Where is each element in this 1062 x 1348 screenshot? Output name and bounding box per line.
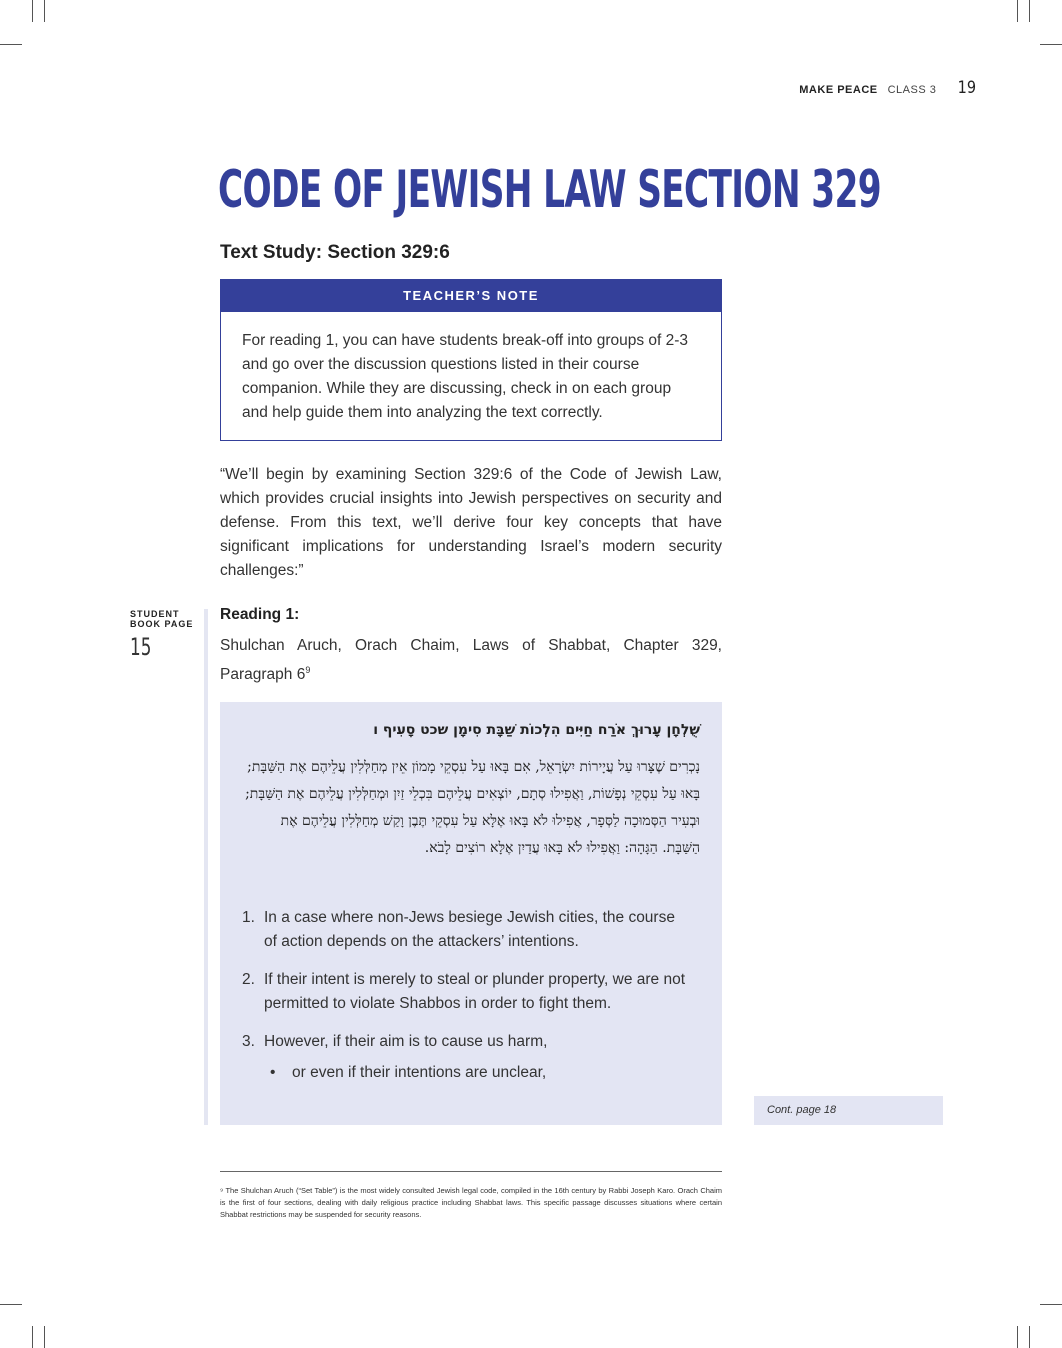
side-rule [204, 609, 208, 1125]
reading-title: Reading 1: [220, 606, 300, 623]
sub-list-item [242, 1061, 692, 1085]
crop-mark [1017, 1326, 1018, 1348]
running-header [799, 78, 978, 98]
crop-mark [0, 44, 22, 45]
teacher-note-heading: TEACHER’S NOTE [221, 280, 721, 312]
intro-paragraph: “We’ll begin by examining Section 329:6 of the Code of Jewish Law, which provides crucial insights into Jewish perspectives on security and defense. From this text, we’ll derive four key concepts that have significant implications for understanding Israel’s modern security challenges:” [220, 466, 722, 579]
header-section: MAKE PEACE [799, 84, 878, 96]
list-item-number: 3. [242, 1033, 255, 1050]
student-book-page-label-1: STUDENT [130, 609, 180, 619]
page-number: 19 [957, 78, 977, 98]
header-class: CLASS 3 [887, 84, 937, 96]
footnote: ⁹ The Shulchan Aruch (“Set Table”) is the most widely consulted Jewish legal code, compiled in the 16th century by Rabbi Joseph Karo. Orach Chaim is the first of four sections, dealing with daily religious practice including Shabbat laws. This specific passage discusses situations where certain Shabbat restrictions may be suspended for security reasons. [220, 1186, 722, 1219]
footnote-reference[interactable]: 9 [305, 665, 311, 675]
hebrew-body: נָכְרִים שֶׁצָּרוּ עַל עֲיָירוֹת יִשְׂרָאֵל, אִם בָּאוּ עַל עִסְקֵי מָמוֹן אֵין מְחַלְּלִין עֲלֵיהֶם אֶת הַשַּׁבָּת; בָּאוּ עַל עִסְקֵי נְפָשׁוֹת, וַאֲפִילוּ סְתָם, יוֹצְאִים עֲלֵיהֶם בִּכְלֵי זַיִן וּמְחַלְּלִין עֲלֵיהֶם אֶת הַשַּׁבָּת; וּבְעִיר הַסְּמוּכָה לַסְּפָר, אֲפִילוּ לֹא בָּאוּ אֶלָּא עַל עִסְקֵי תֶּבֶן וָקַשׁ מְחַלְּלִין עֲלֵיהֶם אֶת הַשַּׁבָּת. הַגָּהָה: וַאֲפִילוּ לֹא בָּאוּ עֲדַיִן אֶלָּא רוֹצִים לָבֹא. [245, 759, 700, 856]
bullet-icon: • [270, 1064, 276, 1081]
list-item-text: If their intent is merely to steal or plunder property, we are not permitted to violate Shabbos in order to fight them. [264, 971, 685, 1012]
continued-note: Cont. page 18 [754, 1096, 943, 1125]
hebrew-title: שֻׁלְחָן עָרוּךְ אֹרַח חַיִּים הִלְכוֹת שַׁבָּת סִימָן שכט סָעִיף ו [373, 722, 700, 738]
list-item [242, 968, 692, 1016]
crop-mark [1017, 0, 1018, 22]
crop-mark [1029, 0, 1030, 22]
sub-list-item-text: or even if their intentions are unclear, [292, 1064, 547, 1081]
list-item-number: 1. [242, 909, 255, 926]
reading-source-text: Shulchan Aruch, Orach Chaim, Laws of Shabbat, Chapter 329, Paragraph 6 [220, 637, 722, 684]
source-text-box [220, 702, 722, 1125]
teacher-note-body: For reading 1, you can have students break-off into groups of 2-3 and go over the discussion questions listed in their course companion. While they are discussing, check in on each group and help guide them into analyzing the text correctly. [242, 332, 689, 421]
points-list [242, 906, 692, 1099]
list-item-number: 2. [242, 971, 255, 988]
crop-mark [32, 1326, 33, 1348]
student-book-page-label-2: BOOK PAGE [130, 619, 194, 629]
teacher-note-box [220, 279, 722, 441]
crop-mark [1040, 44, 1062, 45]
list-item [242, 1030, 692, 1085]
reading-source [220, 634, 722, 687]
crop-mark [44, 1326, 45, 1348]
student-book-page-marker [130, 609, 193, 661]
list-item-text: In a case where non-Jews besiege Jewish cities, the course of action depends on the attackers’ intentions. [264, 909, 675, 950]
list-item-text: However, if their aim is to cause us harm, [264, 1033, 548, 1050]
page-title: CODE OF JEWISH LAW SECTION 329 [218, 160, 881, 220]
crop-mark [44, 0, 45, 22]
page-subtitle: Text Study: Section 329:6 [220, 242, 450, 263]
crop-mark [0, 1304, 22, 1305]
crop-mark [1040, 1304, 1062, 1305]
footnote-divider [220, 1171, 722, 1172]
crop-mark [32, 0, 33, 22]
list-item [242, 906, 692, 954]
crop-mark [1029, 1326, 1030, 1348]
student-book-page-number: 15 [130, 633, 152, 661]
